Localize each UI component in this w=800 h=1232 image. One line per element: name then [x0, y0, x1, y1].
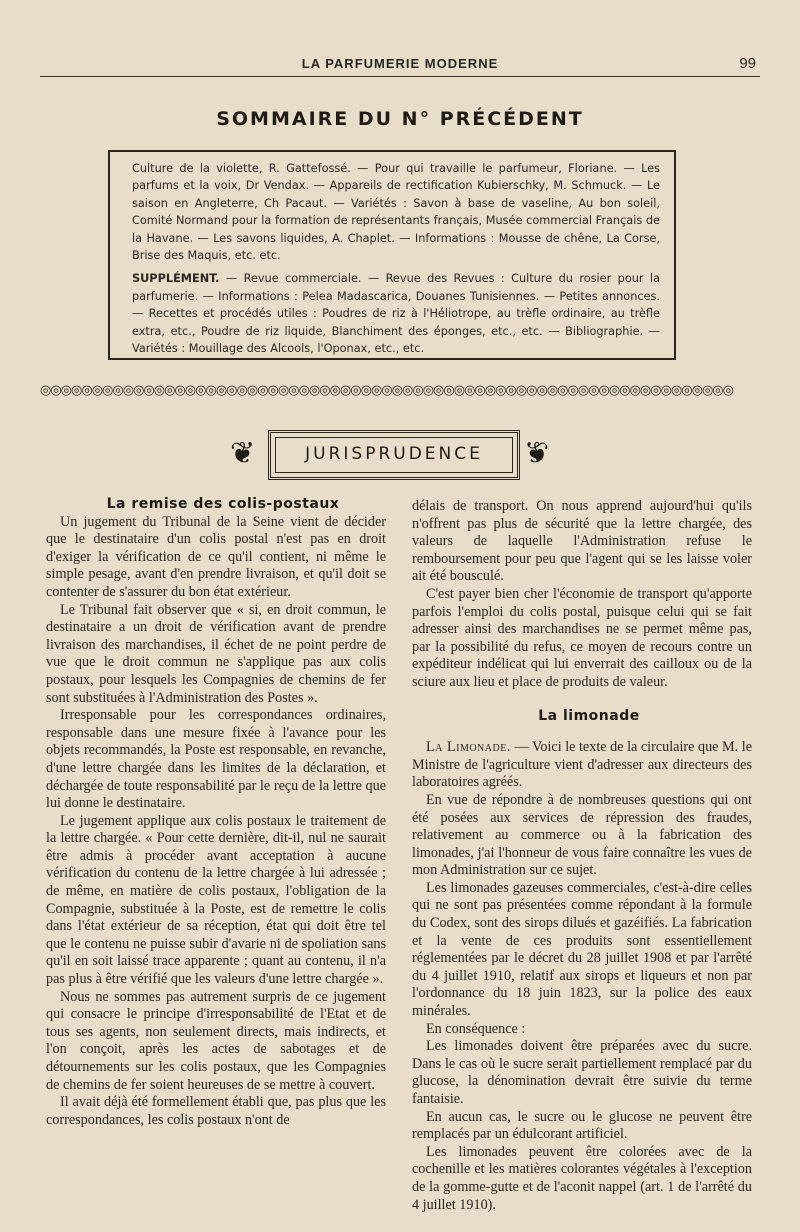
section-title: JURISPRUDENCE [305, 444, 483, 464]
ornament-divider: ◎◎◎◎◎◎◎◎◎◎◎◎◎◎◎◎◎◎◎◎◎◎◎◎◎◎◎◎◎◎◎◎◎◎◎◎◎◎◎◎◎◎◎◎◎◎◎◎◎◎◎◎◎◎◎◎◎◎◎◎◎◎◎◎◎◎◎ [40, 383, 733, 398]
article-2-lead-label: La Limonade. [426, 739, 511, 756]
article-1-paragraph: Nous ne sommes pas autrement surpris de ce jugement qui consacre le principe d'irresponsabilité de l'Etat et de tous ses agents, non seulement directs, mais indirects, et l'on conçoit, après les actes de sabotages et de détournements sur les colis postaux, que les Compagnies de chemins de fer soient heureuses de se mettre à couvert. [46, 988, 386, 1093]
fleuron-left-icon: ❦ [230, 436, 256, 471]
article-1-title: La remise des colis-postaux [106, 496, 340, 512]
column-left [46, 496, 386, 1129]
running-header [40, 52, 760, 77]
article-2-paragraph: Les limonades peuvent être colorées avec de la cochenille et les matières colorantes végétales à l'exception de la gomme-gutte et de l'aconit nappel (art. 1 de l'arrêté du 4 juillet 1910). [412, 1143, 752, 1213]
article-2-paragraph: Les limonades gazeuses commerciales, c'est-à-dire celles qui ne sont pas présentées comme répondant à la formule du Codex, sont des sirops dilués et gazéifiés. La fabrication et la vente de ces produits sont essentiellement réglementées par le décret du 28 juillet 1908 et par l'arrêté du 4 juillet 1910, relatif aux sirops et liqueurs et non par l'ordonnance du 18 juin 1823, sur la police des eaux minérales. [412, 879, 752, 1020]
supplement-text: — Revue commerciale. — Revue des Revues : Culture du rosier pour la parfumerie. — Informations : Pelea Madascarica, Douanes Tunisiennes. — Petites annonces. — Recettes et procédés utiles : Poudres de riz à l'Héliotrope, au trèfle ordinaire, au trèfle extra, etc., Poudre de riz liquide, Blanchiment des éponges, etc., etc. — Bibliographie. — Variétés : Mouillage des Alcools, l'Oponax, etc., etc. [132, 272, 660, 356]
article-2-paragraph: En vue de répondre à de nombreuses questions qui ont été posées aux services de répression des fraudes, relativement au commerce ou à la fabrication des limonades, j'ai l'honneur de vous faire connaître les vues de mon Administration sur ce sujet. [412, 791, 752, 879]
fleuron-right-icon: ❦ [524, 436, 550, 471]
article-1-paragraph: Il avait déjà été formellement établi que, pas plus que les correspondances, les colis postaux n'ont de [46, 1094, 386, 1128]
supplement-label: SUPPLÉMENT. [132, 272, 220, 286]
sommaire-title: SOMMAIRE DU N° PRÉCÉDENT [216, 108, 584, 130]
sommaire-paragraph-2 [132, 270, 660, 357]
article-1-continuation: délais de transport. On nous apprend aujourd'hui qu'ils n'offrent pas plus de sécurité que la lettre chargée, des valeurs de laquelle l'Administration refuse le remboursement pour peu que l'agent qui se les laisse voler ait été bousculé. [412, 498, 752, 585]
section-banner [268, 430, 520, 480]
sommaire-paragraph-1: Culture de la violette, R. Gattefossé. — Pour qui travaille le parfumeur, Floriane. — Les parfums et la voix, Dr Vendax. — Appareils de rectification Kubierschky, M. Schmuck. — Le saison en Angleterre, Ch Pacaut. — Variétés : Savon à base de vaseline, Au bon soleil, Comité Normand pour la formation de représentants français, Musée commercial Français de la Havane. — Les savons liquides, A. Chaplet. — Informations : Mousse de chêne, La Corse, Brise des Maquis, etc. etc. [132, 162, 660, 263]
article-1-paragraph: Le Tribunal fait observer que « si, en droit commun, le destinataire a un droit de vérification avant de prendre livraison des marchandises, il échet de ne point perdre de vue que le droit commun ne s'applique pas aux colis postaux, pour lesquels les Compagnies de chemins de fer sont substituées à l'Administration des Postes ». [46, 601, 386, 706]
page-number: 99 [739, 55, 756, 72]
article-2-paragraph: Les limonades doivent être préparées avec du sucre. Dans le cas où le sucre serait partiellement remplacé par du glucose, la dénomination devrait être suivie du terme fantaisie. [412, 1038, 752, 1107]
article-1-paragraph: Le jugement applique aux colis postaux le traitement de la lettre chargée. « Pour cette dernière, dit-il, nul ne saurait être admis à procéder avant acceptation à aucune vérification du contenu de la lettre chargée à lui adressée ; de même, en matière de colis postaux, l'obligation de la Compagnie, substituée à la Poste, est de remettre le colis dans l'état extérieur de sa réception, état qui doit être tel que le contenu ne puisse subir d'avarie ni de spoliation sans qu'il en soit laissé trace apparente ; quant au contenu, il n'a pas plus à être vérifié que les valeurs d'une lettre chargée ». [46, 812, 386, 988]
article-2-paragraph: En conséquence : [426, 1020, 526, 1037]
journal-title: LA PARFUMERIE MODERNE [301, 56, 499, 71]
article-1-continuation: C'est payer bien cher l'économie de transport qu'apporte parfois l'emploi du colis postal, puisque celui qui se fait adresser ainsi des marchandises ne se permet même pas, par la possibilité du refus, ce moyen de recours contre un expéditeur indélicat qui lui enverrait des cailloux ou de la sciure aux lieu et place de produits de valeur. [412, 585, 752, 690]
column-right [412, 498, 752, 1214]
article-1-paragraph: Irresponsable pour les correspondances ordinaires, responsable dans une mesure fixée à l'avance pour les objets recommandés, la Poste est responsable, en revanche, d'une lettre chargée dans les limites de la déclaration, et déchargée de toute responsabilité par le reçu de la lettre que lui donne le destinataire. [46, 707, 386, 812]
article-2-paragraph: En aucun cas, le sucre ou le glucose ne peuvent être remplacés par un édulcorant artificiel. [412, 1108, 752, 1143]
article-1-paragraph: Un jugement du Tribunal de la Seine vient de décider que le destinataire d'un colis postal n'est pas en droit d'exiger la vérification de ce qu'il contient, ni même le simple pesage, avant d'en prendre livraison, et qu'il doit se contenter de s'assurer du bon état extérieur. [46, 513, 386, 600]
article-2-title: La limonade [538, 707, 640, 724]
sommaire-box [108, 150, 676, 360]
article-2-lead [412, 739, 752, 792]
article-2-lead-text: — Voici le texte de la circulaire que M. le Ministre de l'agriculture vient d'adresser aux directeurs des laboratoires agréés. [412, 739, 752, 791]
